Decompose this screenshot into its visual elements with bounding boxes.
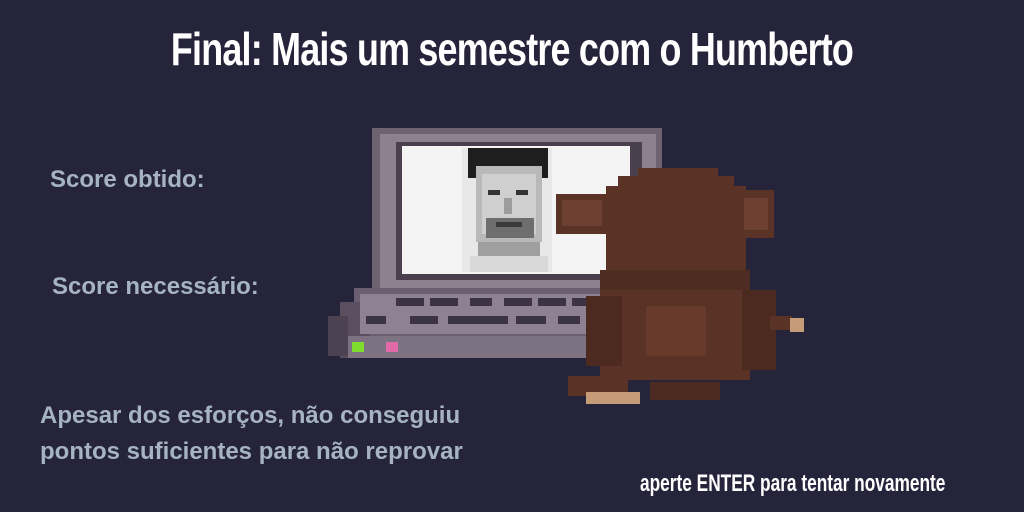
screen-title: Final: Mais um semestre com o Humberto bbox=[170, 23, 854, 75]
failure-message-line-1: Apesar dos esforços, não conseguiu bbox=[40, 402, 461, 429]
failure-message-line-2: pontos suficientes para não reprovar bbox=[40, 438, 463, 465]
score-required-label: Score necessário: bbox=[52, 273, 259, 300]
monkey-at-laptop-illustration bbox=[300, 120, 820, 420]
score-obtained-label: Score obtido: bbox=[50, 166, 205, 193]
retry-prompt[interactable]: aperte ENTER para tentar novamente bbox=[640, 470, 946, 497]
failure-message bbox=[40, 398, 510, 470]
photo-icon bbox=[462, 148, 552, 272]
